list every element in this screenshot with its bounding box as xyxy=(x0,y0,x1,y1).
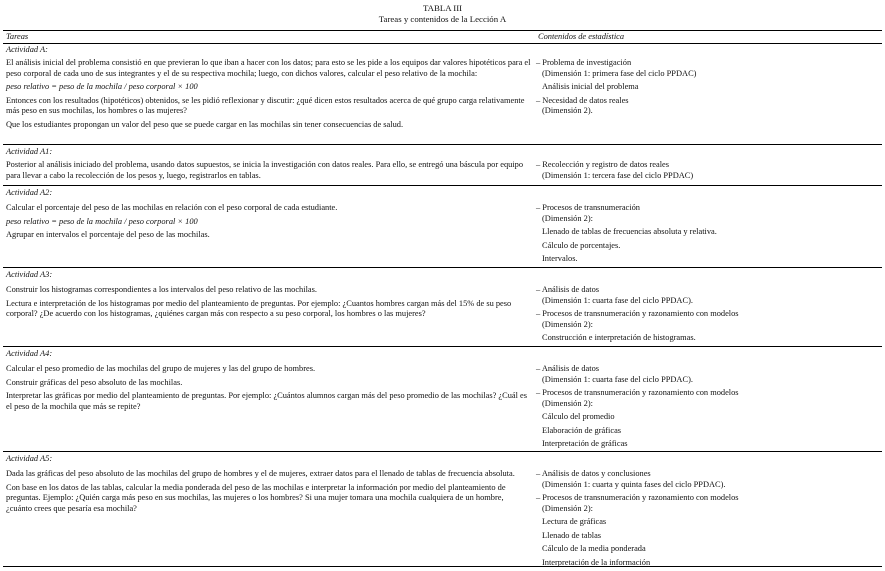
section-title: Actividad A: xyxy=(6,45,48,54)
content-item: (Dimensión 2): xyxy=(542,213,593,223)
content-item: (Dimensión 2): xyxy=(542,503,593,513)
section-activity-a xyxy=(3,43,882,145)
content-item: Lectura de gráficas xyxy=(542,517,607,526)
task-text: Construir los histogramas correspondientes a los intervalos del peso relativo de las mochilas. xyxy=(6,285,317,294)
contents-cell xyxy=(536,58,876,120)
section-activity-a5 xyxy=(3,452,882,567)
section-activity-a1 xyxy=(3,145,882,186)
content-item: – Recolección y registro de datos reales xyxy=(536,160,670,169)
content-item: – Procesos de transnumeración xyxy=(536,203,640,212)
content-item: Elaboración de gráficas xyxy=(542,425,622,435)
contents-cell xyxy=(536,364,876,453)
content-item: Interpretación de la información xyxy=(542,557,651,567)
section-activity-a2 xyxy=(3,186,882,268)
content-item: Análisis inicial del problema xyxy=(542,82,639,91)
content-item: Llenado de tablas de frecuencias absoluta y relativa. xyxy=(542,227,717,236)
content-item: (Dimensión 2): xyxy=(542,319,593,329)
column-header-tasks: Tareas xyxy=(6,32,29,41)
task-text: Interpretar las gráficas por medio del planteamiento de preguntas. Por ejemplo: ¿Cuántos alumnos cargan más del peso promedio de las mochilas? ¿Cuál es el peso de la mochila que más se repite? xyxy=(6,391,528,411)
task-text: Entonces con los resultados (hipotéticos) obtenidos, se les pidió reflexionar y discutir: ¿qué dicen estos resultados acerca de qué grupo carga relativamente más peso en sus mochilas, los hombres o las mujeres? xyxy=(6,95,525,115)
content-item: – Procesos de transnumeración y razonamiento con modelos xyxy=(536,493,739,502)
section-activity-a3 xyxy=(3,268,882,347)
formula-text: peso relativo = peso de la mochila / peso corporal × 100 xyxy=(6,216,198,226)
content-item: Interpretación de gráficas xyxy=(542,439,628,448)
content-item: (Dimensión 1: cuarta fase del ciclo PPDAC). xyxy=(542,295,693,305)
table-header xyxy=(3,30,882,44)
tasks-cell xyxy=(6,285,531,323)
content-item: Construcción e interpretación de histogramas. xyxy=(542,333,696,342)
tasks-cell xyxy=(6,203,531,244)
content-item: – Procesos de transnumeración y razonamiento con modelos xyxy=(536,309,739,318)
task-text: Calcular el peso promedio de las mochilas del grupo de mujeres y las del grupo de hombres. xyxy=(6,364,316,373)
formula-text: peso relativo = peso de la mochila / peso corporal × 100 xyxy=(6,82,198,91)
section-title: Actividad A5: xyxy=(6,454,53,463)
content-item: Intervalos. xyxy=(542,254,578,263)
content-item: – Procesos de transnumeración y razonamiento con modelos xyxy=(536,388,739,397)
content-item: (Dimensión 1: tercera fase del ciclo PPDAC) xyxy=(542,170,694,180)
tasks-cell xyxy=(6,469,531,517)
table-caption: Tareas y contenidos de la Lección A xyxy=(378,13,507,24)
tasks-cell xyxy=(6,160,531,184)
table-title-block xyxy=(0,0,885,24)
column-header-contents: Contenidos de estadística xyxy=(538,32,625,41)
tasks-cell xyxy=(6,364,531,415)
tasks-cell xyxy=(6,58,531,133)
task-text: Posterior al análisis iniciado del problema, usando datos supuestos, se inicia la investigación con datos reales. Para ello, se entregó una báscula por equipo para llevar a cabo la recolección de los pesos y, luego, registrarlos en tablas. xyxy=(6,160,524,180)
task-text: Construir gráficas del peso absoluto de las mochilas. xyxy=(6,377,183,387)
content-item: – Análisis de datos y conclusiones xyxy=(536,469,651,478)
section-title: Actividad A1: xyxy=(6,147,53,156)
content-item: (Dimensión 2): xyxy=(542,398,593,408)
contents-cell xyxy=(536,203,876,268)
content-item: Llenado de tablas xyxy=(542,530,602,540)
contents-cell xyxy=(536,160,876,184)
content-item: – Análisis de datos xyxy=(536,364,600,373)
task-text: El análisis inicial del problema consistió en que previeran lo que iban a hacer con los datos; para esto se les pide a los equipos dar valores hipotéticos para el peso corporal de cada uno de sus integrantes y el de su respectiva mochila; luego, con dichos valores, calcular el peso relativo de la mochila: xyxy=(6,58,531,78)
content-item: – Análisis de datos xyxy=(536,285,600,294)
task-text: Agrupar en intervalos el porcentaje del peso de las mochilas. xyxy=(6,230,210,239)
content-item: (Dimensión 1: cuarta y quinta fases del ciclo PPDAC). xyxy=(542,479,726,489)
task-text: Que los estudiantes propongan un valor del peso que se puede cargar en las mochilas sin tener consecuencias de salud. xyxy=(6,119,404,129)
content-item: (Dimensión 1: cuarta fase del ciclo PPDAC). xyxy=(542,374,693,384)
table-number: TABLA III xyxy=(422,3,463,13)
section-title: Actividad A4: xyxy=(6,349,53,358)
contents-cell xyxy=(536,469,876,571)
section-title: Actividad A3: xyxy=(6,270,53,279)
content-item: (Dimensión 1: primera fase del ciclo PPDAC) xyxy=(542,68,697,78)
content-item: Cálculo de la media ponderada xyxy=(542,544,646,553)
task-text: Dada las gráficas del peso absoluto de las mochilas del grupo de hombres y el de mujeres, extraer datos para el llenado de tablas de frecuencia absoluta. xyxy=(6,469,515,478)
task-text: Lectura e interpretación de los histogramas por medio del planteamiento de preguntas. Por ejemplo: ¿Cuantos hombres cargan más del 15% de su peso corporal? ¿De acuerdo con los histogramas, ¿quiénes cargan más con respecto a su peso corporal, los hombres o las mujeres? xyxy=(6,298,512,318)
content-item: Cálculo del promedio xyxy=(542,412,615,421)
task-text: Con base en los datos de las tablas, calcular la media ponderada del peso de las mochilas e interpretar la información por medio del planteamiento de preguntas. Ejemplo: ¿Quién carga más peso en sus mochilas, las mujeres o los hombres? Si una mujer tomara una mochila cualquiera de un hombre, ¿cuánto crees que pesaría esa mochila? xyxy=(6,482,506,513)
content-item: – Problema de investigación xyxy=(536,58,632,67)
content-item: Cálculo de porcentajes. xyxy=(542,240,621,250)
contents-cell xyxy=(536,285,876,347)
section-title: Actividad A2: xyxy=(6,188,53,197)
section-activity-a4 xyxy=(3,347,882,452)
task-text: Calcular el porcentaje del peso de las mochilas en relación con el peso corporal de cada estudiante. xyxy=(6,203,338,212)
content-item: (Dimensión 2). xyxy=(542,106,593,115)
content-item: – Necesidad de datos reales xyxy=(536,95,629,105)
